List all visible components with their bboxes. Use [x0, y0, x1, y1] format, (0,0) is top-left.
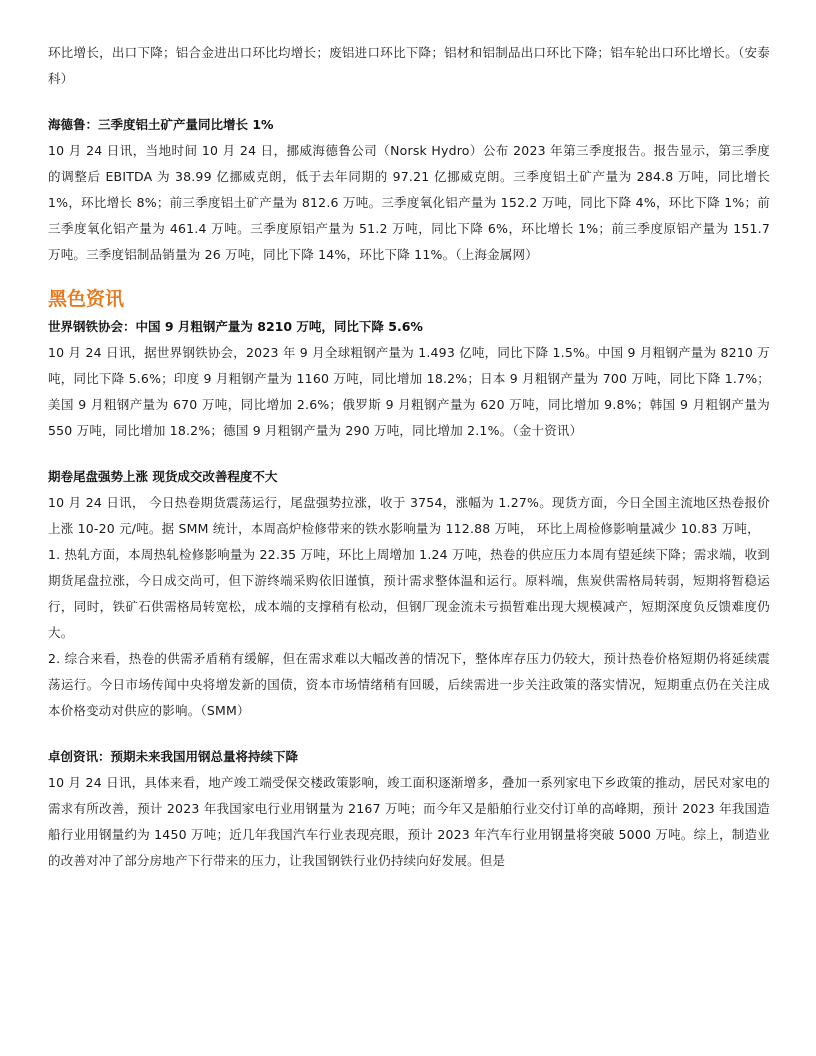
article-headline: 世界钢铁协会：中国 9 月粗钢产量为 8210 万吨，同比下降 5.6% — [48, 319, 423, 334]
article-body: 10 月 24 日讯，据世界钢铁协会，2023 年 9 月全球粗钢产量为 1.493 亿吨，同比下降 1.5%。中国 9 月粗钢产量为 8210 万吨，同比下降 5.6%；印度 9 月粗钢产量为 1160 万吨，同比增加 18.2%；日本 9 月粗钢产量为 700 万吨，同比下降 1.7%；美国 9 月粗钢产量为 670 万吨，同比增加 2.6%；俄罗斯 9 月粗钢产量为 620 万吨，同比增加 9.8%；韩国 9 月粗钢产量为 550 万吨，同比增加 18.2%；德国 9 月粗钢产量为 290 万吨，同比增加 2.1%。（金十资讯） — [48, 345, 770, 438]
article-point-1: 1. 热轧方面，本周热轧检修影响量为 22.35 万吨，环比上周增加 1.24 万吨，热卷的供应压力本周有望延续下降；需求端，收到期货尾盘拉涨，今日成交尚可，但下游终端采购依旧谨慎，预计需求整体温和运行。原料端，焦炭供需格局转弱，短期将暂稳运行，同时，铁矿石供需格局转宽松，成本端的支撑稍有松动，但钢厂现金流未亏损暂难出现大规模减产，短期深度负反馈难度仍大。 — [48, 547, 770, 640]
article-hydro — [48, 112, 770, 268]
article-point-2: 2. 综合来看，热卷的供需矛盾稍有缓解，但在需求难以大幅改善的情况下，整体库存压力仍较大，预计热卷价格短期仍将延续震荡运行。今日市场传闻中央将增发新的国债，资本市场情绪稍有回暖，后续需进一步关注政策的落实情况，短期重点仍在关注成本价格变动对供应的影响。（SMM） — [48, 651, 770, 718]
article-headline: 海德鲁：三季度铝土矿产量同比增长 1% — [48, 117, 274, 132]
article-body: 10 月 24 日讯，当地时间 10 月 24 日，挪威海德鲁公司（Norsk Hydro）公布 2023 年第三季度报告。报告显示，第三季度的调整后 EBITDA 为 38.99 亿挪威克朗，低于去年同期的 97.21 亿挪威克朗。三季度铝土矿产量为 284.8 万吨，同比增长 1%，环比增长 8%；前三季度铝土矿产量为 812.6 万吨。三季度氧化铝产量为 152.2 万吨，同比下降 4%，环比下降 1%；前三季度氧化铝产量为 461.4 万吨。三季度原铝产量为 51.2 万吨，同比下降 6%，环比增长 1%；前三季度原铝产量为 151.7 万吨。三季度铝制品销量为 26 万吨，同比下降 14%，环比下降 11%。（上海金属网） — [48, 143, 770, 262]
section-title-ferrous: 黑色资讯 — [48, 288, 125, 310]
article-body: 10 月 24 日讯， 今日热卷期货震荡运行，尾盘强势拉涨，收于 3754，涨幅为 1.27%。现货方面，今日全国主流地区热卷报价上涨 10-20 元/吨。据 SMM 统计，本周高炉检修带来的铁水影响量为 112.88 万吨， 环比上周检修影响量减少 10.83 万吨， — [48, 495, 770, 536]
article-headline: 卓创资讯：预期未来我国用钢总量将持续下降 — [48, 749, 299, 764]
article-hotcoil — [48, 464, 770, 724]
page-content — [48, 0, 770, 874]
article-worldsteel — [48, 314, 770, 444]
article-zhuochuang — [48, 744, 770, 874]
article-body: 10 月 24 日讯，具体来看，地产竣工端受保交楼政策影响，竣工面积逐渐增多，叠加一系列家电下乡政策的推动，居民对家电的需求有所改善，预计 2023 年我国家电行业用钢量为 2167 万吨；而今年又是船舶行业交付订单的高峰期，预计 2023 年我国造船行业用钢量约为 1450 万吨；近几年我国汽车行业表现亮眼，预计 2023 年汽车行业用钢量将突破 5000 万吨。综上，制造业的改善对冲了部分房地产下行带来的压力，让我国钢铁行业仍持续向好发展。但是 — [48, 775, 770, 868]
article-headline: 期卷尾盘强势上涨 现货成交改善程度不大 — [48, 469, 278, 484]
intro-continuation: 环比增长，出口下降；铝合金进出口环比均增长；废铝进口环比下降；铝材和铝制品出口环比下降；铝车轮出口环比增长。（安泰科） — [48, 45, 770, 86]
